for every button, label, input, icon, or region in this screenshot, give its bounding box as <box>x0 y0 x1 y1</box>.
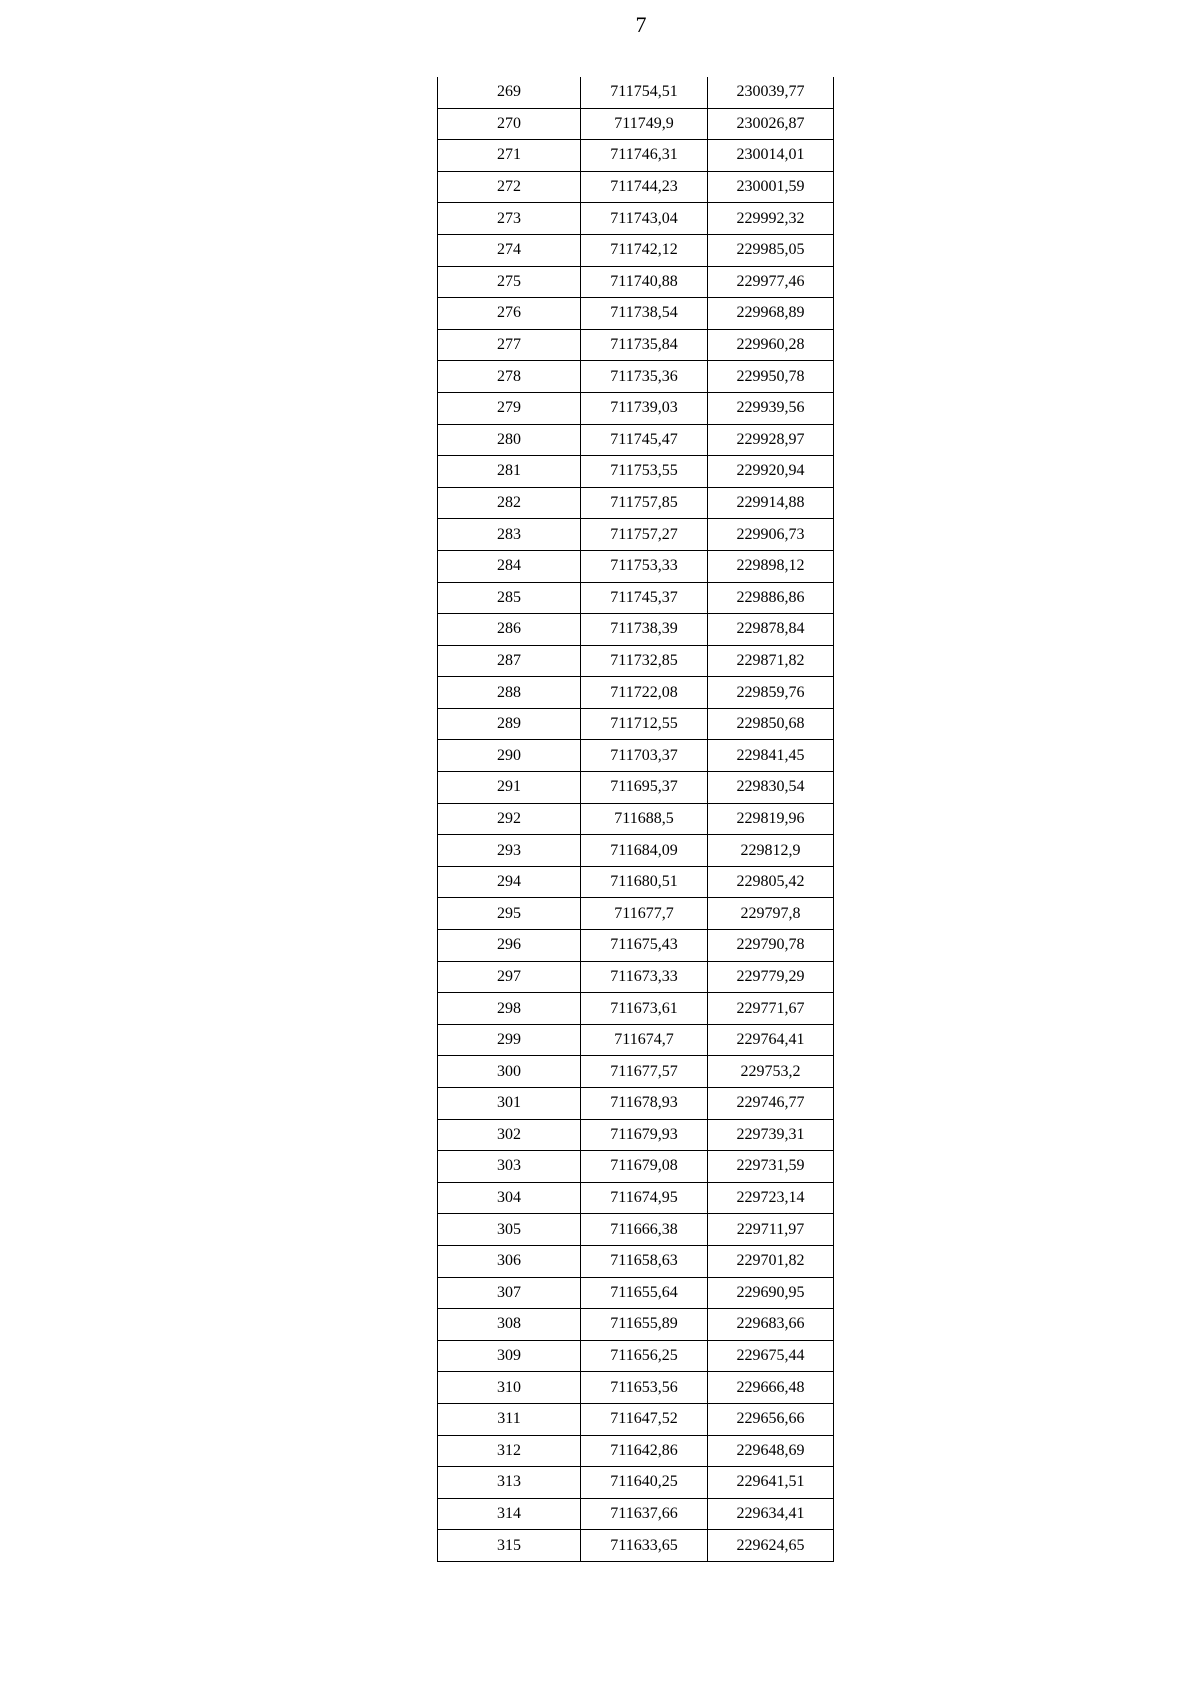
table-row <box>438 456 834 488</box>
y-coordinate-cell: 229960,28 <box>708 329 834 361</box>
point-number-cell: 294 <box>438 866 581 898</box>
x-coordinate-cell: 711735,36 <box>581 361 708 393</box>
table-row <box>438 866 834 898</box>
x-coordinate-cell: 711754,51 <box>581 77 708 108</box>
table-row <box>438 1309 834 1341</box>
table-row <box>438 740 834 772</box>
y-coordinate-cell: 229648,69 <box>708 1435 834 1467</box>
table-row <box>438 361 834 393</box>
y-coordinate-cell: 229812,9 <box>708 835 834 867</box>
x-coordinate-cell: 711722,08 <box>581 677 708 709</box>
y-coordinate-cell: 229950,78 <box>708 361 834 393</box>
x-coordinate-cell: 711679,93 <box>581 1119 708 1151</box>
x-coordinate-cell: 711753,55 <box>581 456 708 488</box>
table-row <box>438 1024 834 1056</box>
table-row <box>438 772 834 804</box>
x-coordinate-cell: 711677,57 <box>581 1056 708 1088</box>
y-coordinate-cell: 229764,41 <box>708 1024 834 1056</box>
table-row <box>438 329 834 361</box>
point-number-cell: 283 <box>438 519 581 551</box>
y-coordinate-cell: 229675,44 <box>708 1340 834 1372</box>
point-number-cell: 308 <box>438 1309 581 1341</box>
x-coordinate-cell: 711655,64 <box>581 1277 708 1309</box>
point-number-cell: 269 <box>438 77 581 108</box>
point-number-cell: 285 <box>438 582 581 614</box>
point-number-cell: 293 <box>438 835 581 867</box>
x-coordinate-cell: 711738,54 <box>581 298 708 330</box>
point-number-cell: 275 <box>438 266 581 298</box>
table-row <box>438 1119 834 1151</box>
table-row <box>438 487 834 519</box>
x-coordinate-cell: 711674,95 <box>581 1182 708 1214</box>
table-row <box>438 519 834 551</box>
y-coordinate-cell: 229641,51 <box>708 1467 834 1499</box>
point-number-cell: 290 <box>438 740 581 772</box>
table-row <box>438 77 834 108</box>
y-coordinate-cell: 229878,84 <box>708 614 834 646</box>
point-number-cell: 284 <box>438 550 581 582</box>
x-coordinate-cell: 711735,84 <box>581 329 708 361</box>
table-row <box>438 803 834 835</box>
point-number-cell: 310 <box>438 1372 581 1404</box>
x-coordinate-cell: 711688,5 <box>581 803 708 835</box>
table-row <box>438 424 834 456</box>
y-coordinate-cell: 229731,59 <box>708 1151 834 1183</box>
table-row <box>438 1088 834 1120</box>
point-number-cell: 300 <box>438 1056 581 1088</box>
y-coordinate-cell: 229634,41 <box>708 1498 834 1530</box>
table-row <box>438 1056 834 1088</box>
point-number-cell: 280 <box>438 424 581 456</box>
coordinates-table-body <box>438 77 834 1561</box>
y-coordinate-cell: 229859,76 <box>708 677 834 709</box>
x-coordinate-cell: 711743,04 <box>581 203 708 235</box>
point-number-cell: 305 <box>438 1214 581 1246</box>
table-row <box>438 1182 834 1214</box>
point-number-cell: 307 <box>438 1277 581 1309</box>
y-coordinate-cell: 229779,29 <box>708 961 834 993</box>
coordinates-table <box>437 77 834 1562</box>
x-coordinate-cell: 711653,56 <box>581 1372 708 1404</box>
x-coordinate-cell: 711712,55 <box>581 708 708 740</box>
y-coordinate-cell: 229841,45 <box>708 740 834 772</box>
y-coordinate-cell: 229939,56 <box>708 392 834 424</box>
point-number-cell: 313 <box>438 1467 581 1499</box>
y-coordinate-cell: 229771,67 <box>708 993 834 1025</box>
point-number-cell: 302 <box>438 1119 581 1151</box>
point-number-cell: 309 <box>438 1340 581 1372</box>
x-coordinate-cell: 711742,12 <box>581 234 708 266</box>
point-number-cell: 312 <box>438 1435 581 1467</box>
x-coordinate-cell: 711655,89 <box>581 1309 708 1341</box>
y-coordinate-cell: 229746,77 <box>708 1088 834 1120</box>
table-row <box>438 1435 834 1467</box>
x-coordinate-cell: 711673,61 <box>581 993 708 1025</box>
point-number-cell: 277 <box>438 329 581 361</box>
point-number-cell: 279 <box>438 392 581 424</box>
y-coordinate-cell: 229992,32 <box>708 203 834 235</box>
table-row <box>438 266 834 298</box>
table-row <box>438 392 834 424</box>
point-number-cell: 278 <box>438 361 581 393</box>
table-row <box>438 1372 834 1404</box>
point-number-cell: 295 <box>438 898 581 930</box>
y-coordinate-cell: 229914,88 <box>708 487 834 519</box>
y-coordinate-cell: 229928,97 <box>708 424 834 456</box>
y-coordinate-cell: 229977,46 <box>708 266 834 298</box>
y-coordinate-cell: 229690,95 <box>708 1277 834 1309</box>
x-coordinate-cell: 711744,23 <box>581 171 708 203</box>
y-coordinate-cell: 229701,82 <box>708 1245 834 1277</box>
y-coordinate-cell: 229871,82 <box>708 645 834 677</box>
point-number-cell: 301 <box>438 1088 581 1120</box>
table-row <box>438 1530 834 1562</box>
y-coordinate-cell: 229753,2 <box>708 1056 834 1088</box>
table-row <box>438 298 834 330</box>
table-row <box>438 1467 834 1499</box>
y-coordinate-cell: 230026,87 <box>708 108 834 140</box>
x-coordinate-cell: 711637,66 <box>581 1498 708 1530</box>
point-number-cell: 281 <box>438 456 581 488</box>
y-coordinate-cell: 229830,54 <box>708 772 834 804</box>
y-coordinate-cell: 229624,65 <box>708 1530 834 1562</box>
y-coordinate-cell: 229906,73 <box>708 519 834 551</box>
x-coordinate-cell: 711732,85 <box>581 645 708 677</box>
y-coordinate-cell: 229683,66 <box>708 1309 834 1341</box>
y-coordinate-cell: 229797,8 <box>708 898 834 930</box>
y-coordinate-cell: 229656,66 <box>708 1403 834 1435</box>
table-row <box>438 234 834 266</box>
point-number-cell: 276 <box>438 298 581 330</box>
point-number-cell: 288 <box>438 677 581 709</box>
table-row <box>438 1403 834 1435</box>
x-coordinate-cell: 711633,65 <box>581 1530 708 1562</box>
table-row <box>438 1245 834 1277</box>
table-row <box>438 1277 834 1309</box>
point-number-cell: 304 <box>438 1182 581 1214</box>
table-row <box>438 898 834 930</box>
point-number-cell: 292 <box>438 803 581 835</box>
table-row <box>438 108 834 140</box>
page-number: 7 <box>635 12 647 37</box>
point-number-cell: 287 <box>438 645 581 677</box>
x-coordinate-cell: 711666,38 <box>581 1214 708 1246</box>
table-row <box>438 961 834 993</box>
point-number-cell: 286 <box>438 614 581 646</box>
y-coordinate-cell: 230001,59 <box>708 171 834 203</box>
point-number-cell: 272 <box>438 171 581 203</box>
point-number-cell: 273 <box>438 203 581 235</box>
x-coordinate-cell: 711642,86 <box>581 1435 708 1467</box>
y-coordinate-cell: 229805,42 <box>708 866 834 898</box>
table-row <box>438 930 834 962</box>
table-row <box>438 708 834 740</box>
y-coordinate-cell: 230039,77 <box>708 77 834 108</box>
x-coordinate-cell: 711739,03 <box>581 392 708 424</box>
x-coordinate-cell: 711656,25 <box>581 1340 708 1372</box>
point-number-cell: 282 <box>438 487 581 519</box>
x-coordinate-cell: 711749,9 <box>581 108 708 140</box>
table-row <box>438 171 834 203</box>
y-coordinate-cell: 229886,86 <box>708 582 834 614</box>
y-coordinate-cell: 229850,68 <box>708 708 834 740</box>
y-coordinate-cell: 229739,31 <box>708 1119 834 1151</box>
y-coordinate-cell: 229920,94 <box>708 456 834 488</box>
y-coordinate-cell: 229898,12 <box>708 550 834 582</box>
y-coordinate-cell: 229723,14 <box>708 1182 834 1214</box>
y-coordinate-cell: 230014,01 <box>708 140 834 172</box>
x-coordinate-cell: 711738,39 <box>581 614 708 646</box>
point-number-cell: 306 <box>438 1245 581 1277</box>
x-coordinate-cell: 711753,33 <box>581 550 708 582</box>
point-number-cell: 314 <box>438 1498 581 1530</box>
table-row <box>438 835 834 867</box>
x-coordinate-cell: 711658,63 <box>581 1245 708 1277</box>
x-coordinate-cell: 711675,43 <box>581 930 708 962</box>
table-row <box>438 582 834 614</box>
point-number-cell: 303 <box>438 1151 581 1183</box>
x-coordinate-cell: 711746,31 <box>581 140 708 172</box>
x-coordinate-cell: 711757,85 <box>581 487 708 519</box>
table-row <box>438 1498 834 1530</box>
x-coordinate-cell: 711678,93 <box>581 1088 708 1120</box>
x-coordinate-cell: 711757,27 <box>581 519 708 551</box>
y-coordinate-cell: 229819,96 <box>708 803 834 835</box>
point-number-cell: 270 <box>438 108 581 140</box>
y-coordinate-cell: 229790,78 <box>708 930 834 962</box>
point-number-cell: 311 <box>438 1403 581 1435</box>
table-row <box>438 203 834 235</box>
x-coordinate-cell: 711674,7 <box>581 1024 708 1056</box>
point-number-cell: 291 <box>438 772 581 804</box>
table-row <box>438 1151 834 1183</box>
y-coordinate-cell: 229711,97 <box>708 1214 834 1246</box>
point-number-cell: 315 <box>438 1530 581 1562</box>
x-coordinate-cell: 711695,37 <box>581 772 708 804</box>
x-coordinate-cell: 711745,47 <box>581 424 708 456</box>
x-coordinate-cell: 711679,08 <box>581 1151 708 1183</box>
x-coordinate-cell: 711673,33 <box>581 961 708 993</box>
point-number-cell: 274 <box>438 234 581 266</box>
point-number-cell: 297 <box>438 961 581 993</box>
y-coordinate-cell: 229968,89 <box>708 298 834 330</box>
table-row <box>438 140 834 172</box>
point-number-cell: 289 <box>438 708 581 740</box>
table-row <box>438 677 834 709</box>
table-row <box>438 1340 834 1372</box>
y-coordinate-cell: 229666,48 <box>708 1372 834 1404</box>
point-number-cell: 298 <box>438 993 581 1025</box>
x-coordinate-cell: 711740,88 <box>581 266 708 298</box>
y-coordinate-cell: 229985,05 <box>708 234 834 266</box>
point-number-cell: 299 <box>438 1024 581 1056</box>
x-coordinate-cell: 711684,09 <box>581 835 708 867</box>
x-coordinate-cell: 711703,37 <box>581 740 708 772</box>
table-row <box>438 550 834 582</box>
table-row <box>438 993 834 1025</box>
x-coordinate-cell: 711647,52 <box>581 1403 708 1435</box>
x-coordinate-cell: 711640,25 <box>581 1467 708 1499</box>
x-coordinate-cell: 711745,37 <box>581 582 708 614</box>
table-row <box>438 1214 834 1246</box>
point-number-cell: 271 <box>438 140 581 172</box>
table-row <box>438 645 834 677</box>
x-coordinate-cell: 711680,51 <box>581 866 708 898</box>
x-coordinate-cell: 711677,7 <box>581 898 708 930</box>
table-row <box>438 614 834 646</box>
point-number-cell: 296 <box>438 930 581 962</box>
